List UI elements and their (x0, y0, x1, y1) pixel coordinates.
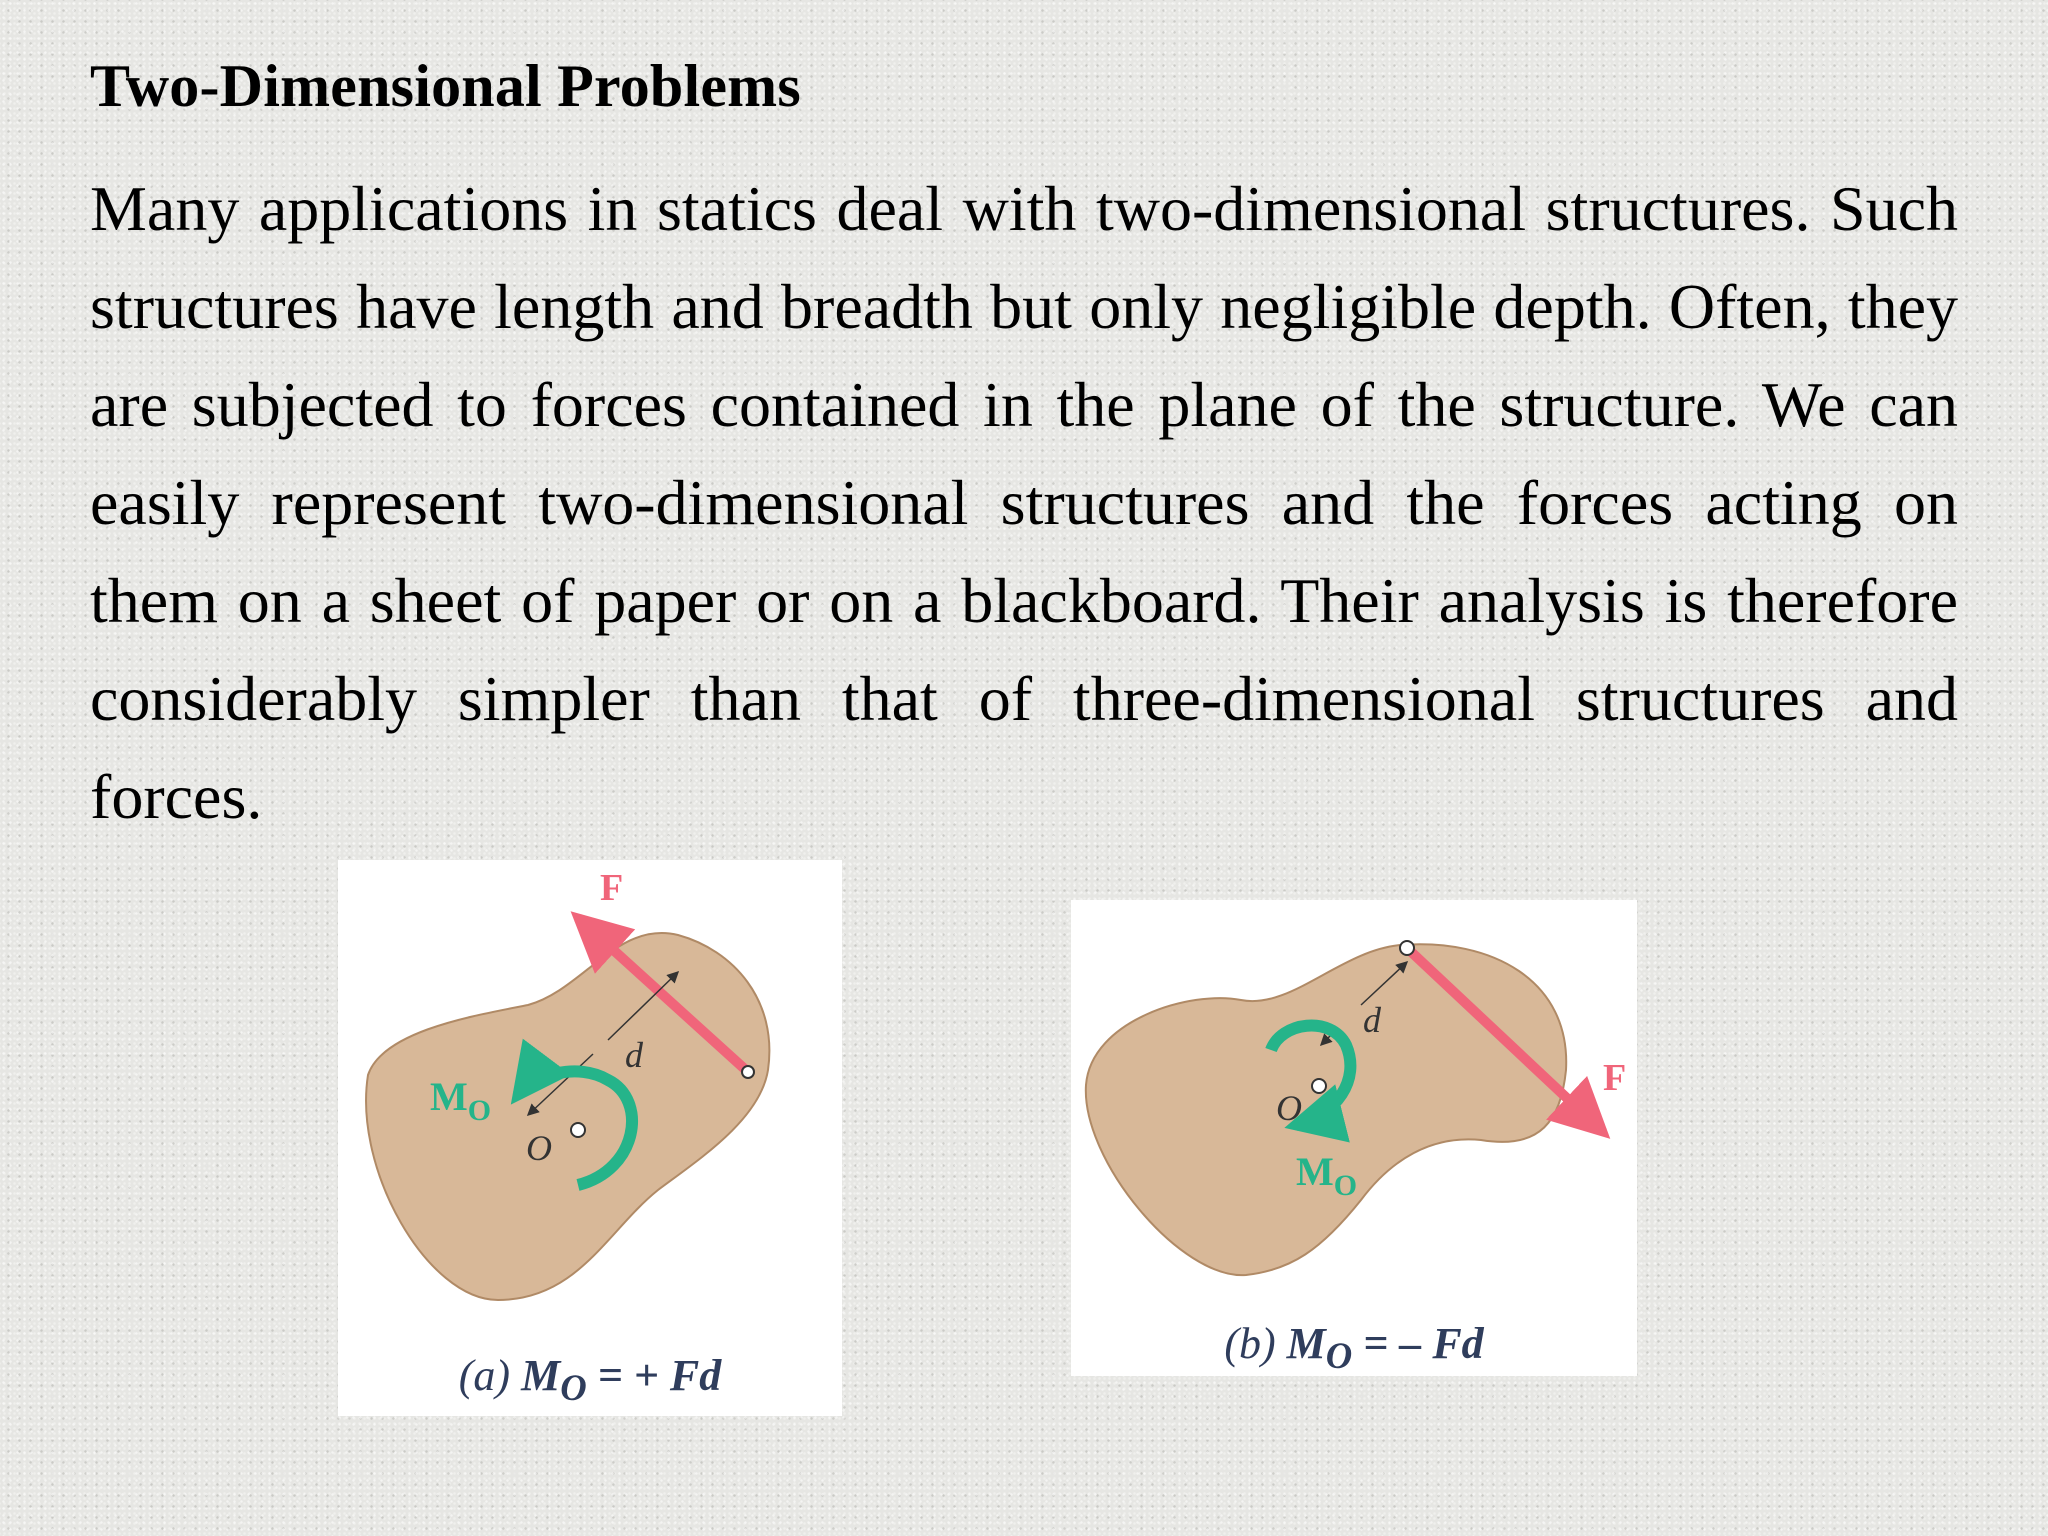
figure-b-diagram (1071, 900, 1637, 1376)
figure-a-panel (338, 860, 842, 1416)
point-o-label: O (526, 1128, 552, 1168)
force-label: F (600, 867, 624, 909)
figure-b-caption: (b) $M_O$ = – Fd (1224, 1319, 1484, 1376)
body-paragraph: Many applications in statics deal with two-dimensional structures. Such structures have length and breadth but only negligible depth. Often, they are subjected to forces contained in the plane of the structure. We can easily represent two-dimensional structures and the forces acting on them on a sheet of paper or on a blackboard. Their analysis is therefore considerably simpler than that of three-dimensional structures and forces. (90, 173, 1958, 832)
distance-label: d (1363, 1000, 1381, 1040)
rigid-body-shape (366, 933, 769, 1300)
slide-title: Two-Dimensional Problems (90, 53, 801, 119)
figure-b-panel (1071, 900, 1637, 1376)
force-application-point (1400, 941, 1414, 955)
figure-a-caption: (a) $M_O$ = + Fd (458, 1351, 722, 1408)
figure-a-diagram (338, 860, 842, 1416)
distance-label: d (625, 1035, 643, 1075)
point-o-label: O (1276, 1088, 1302, 1128)
moment-label: $M_O$ (430, 1074, 492, 1127)
force-label: F (1603, 1057, 1627, 1099)
point-o (1312, 1079, 1326, 1093)
moment-label: $M_O$ (1296, 1149, 1358, 1202)
force-application-point (742, 1066, 754, 1078)
point-o (571, 1123, 585, 1137)
